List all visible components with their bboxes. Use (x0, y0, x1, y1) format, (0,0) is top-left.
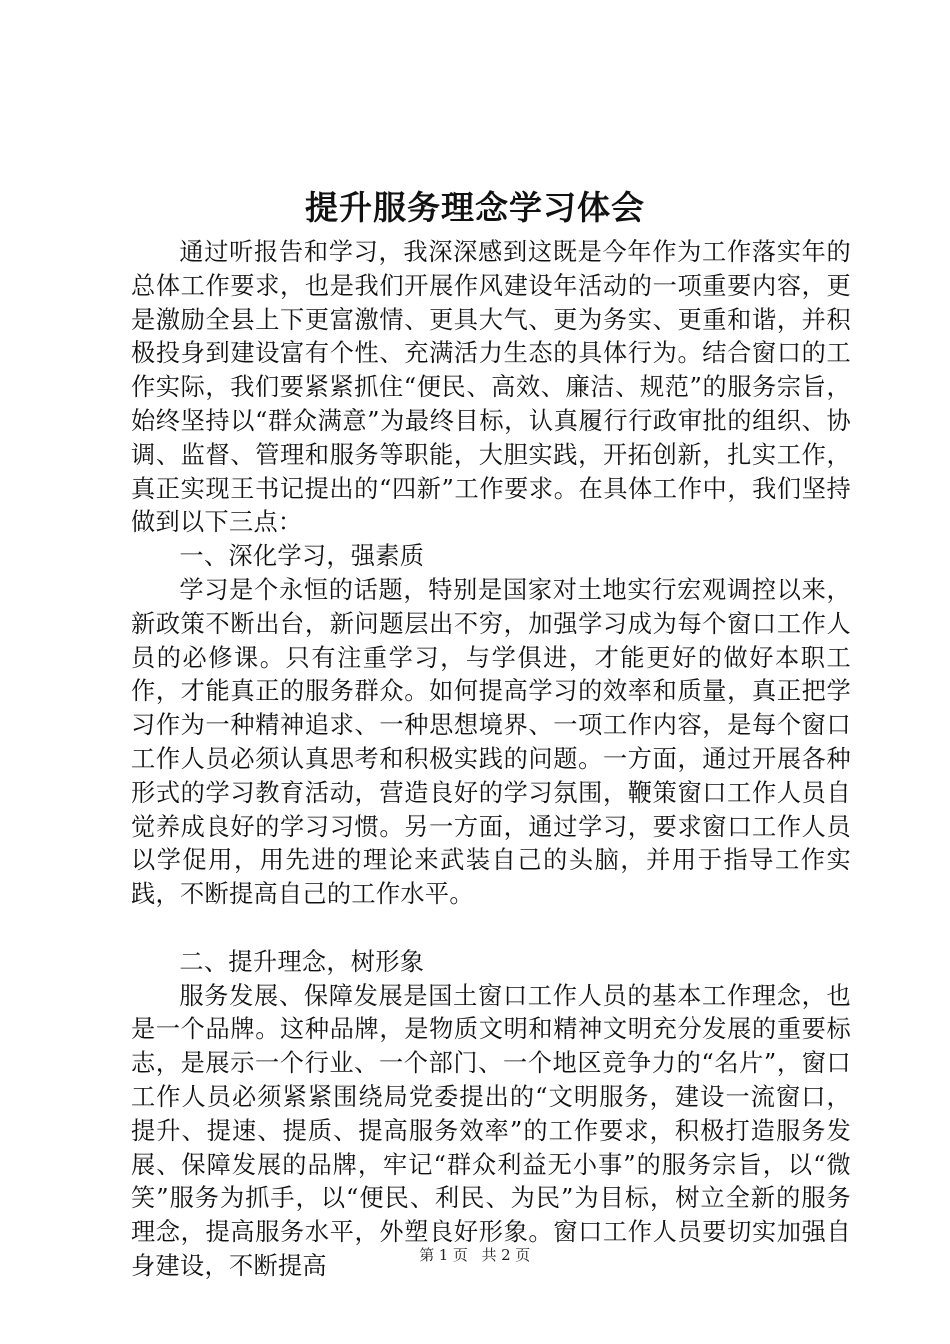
paragraph-section-2: 服务发展、保障发展是国土窗口工作人员的基本工作理念，也是一个品牌。这种品牌，是物质文明和精神文明充分发展的重要标志，是展示一个行业、一个部门、一个地区竞争力的“名片”，窗口工作人员必须紧紧围绕局党委提出的“文明服务，建设一流窗口，提升、提速、提质、提高服务效率”的工作要求，积极打造服务发展、保障发展的品牌，牢记“群众利益无小事”的服务宗旨，以“微笑”服务为抓手，以“便民、利民、为民”为目标，树立全新的服务理念，提高服务水平，外塑良好形象。窗口工作人员要切实加强自身建设，不断提高 (131, 981, 851, 1280)
page-number: 第 1 页 (419, 1246, 469, 1264)
paragraph-spacer (131, 912, 851, 946)
document-title: 提升服务理念学习体会 (305, 188, 645, 227)
document-body (131, 236, 851, 1284)
paragraph-intro: 通过听报告和学习，我深深感到这既是今年作为工作落实年的总体工作要求，也是我们开展作风建设年活动的一项重要内容，更是激励全县上下更富激情、更具大气、更为务实、更重和谐，并积极投身到建设富有个性、充满活力生态的具体行为。结合窗口的工作实际，我们要紧紧抓住“便民、高效、廉洁、规范”的服务宗旨，始终坚持以“群众满意”为最终目标，认真履行行政审批的组织、协调、监督、管理和服务等职能，大胆实践，开拓创新，扎实工作，真正实现王书记提出的“四新”工作要求。在具体工作中，我们坚持做到以下三点： (131, 238, 851, 537)
section-heading-1: 一、深化学习，强素质 (179, 542, 425, 571)
section-heading-2: 二、提升理念，树形象 (179, 947, 425, 976)
page-footer (0, 1245, 950, 1265)
paragraph-section-1: 学习是个永恒的话题，特别是国家对土地实行宏观调控以来，新政策不断出台，新问题层出不穷，加强学习成为每个窗口工作人员的必修课。只有注重学习，与学俱进，才能更好的做好本职工作，才能真正的服务群众。如何提高学习的效率和质量，真正把学习作为一种精神追求、一种思想境界、一项工作内容，是每个窗口工作人员必须认真思考和积极实践的问题。一方面，通过开展各种形式的学习教育活动，营造良好的学习氛围，鞭策窗口工作人员自觉养成良好的学习习惯。另一方面，通过学习，要求窗口工作人员以学促用，用先进的理论来武装自己的头脑，并用于指导工作实践，不断提高自己的工作水平。 (131, 575, 851, 909)
page-total: 共 2 页 (481, 1246, 531, 1264)
